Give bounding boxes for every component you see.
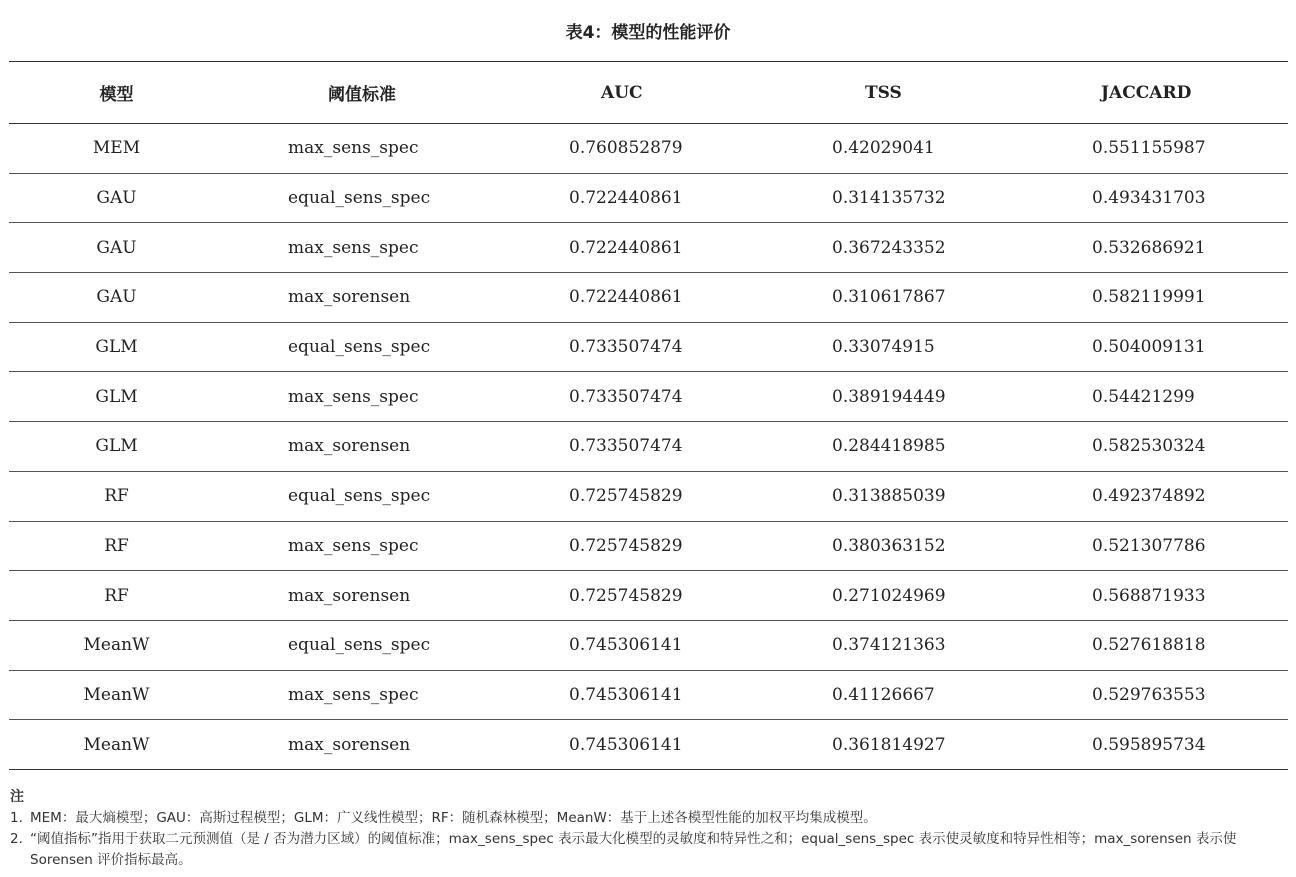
cell-tss: 0.41126667: [749, 670, 1004, 720]
table-row: [9, 670, 1288, 720]
cell-threshold: max_sorensen: [224, 720, 489, 770]
cell-auc: 0.733507474: [489, 422, 749, 472]
cell-jaccard: 0.504009131: [1004, 322, 1288, 372]
cell-tss: 0.374121363: [749, 620, 1004, 670]
cell-model: MeanW: [9, 620, 224, 670]
cell-jaccard: 0.493431703: [1004, 173, 1288, 223]
table-caption: 表4：模型的性能评价: [565, 23, 731, 43]
table-row: [9, 422, 1288, 472]
cell-tss: 0.33074915: [749, 322, 1004, 372]
cell-threshold: max_sens_spec: [224, 124, 489, 174]
cell-model: MEM: [9, 124, 224, 174]
cell-threshold: max_sens_spec: [224, 521, 489, 571]
cell-model: RF: [9, 521, 224, 571]
model-performance-table: [9, 61, 1288, 770]
cell-model: MeanW: [9, 670, 224, 720]
cell-auc: 0.725745829: [489, 521, 749, 571]
cell-threshold: max_sorensen: [224, 571, 489, 621]
cell-threshold: max_sens_spec: [224, 670, 489, 720]
cell-jaccard: 0.582119991: [1004, 273, 1288, 323]
cell-auc: 0.745306141: [489, 720, 749, 770]
table-row: [9, 273, 1288, 323]
table-row: [9, 471, 1288, 521]
cell-jaccard: 0.532686921: [1004, 223, 1288, 273]
table-row: [9, 720, 1288, 770]
cell-model: GAU: [9, 273, 224, 323]
cell-tss: 0.271024969: [749, 571, 1004, 621]
cell-tss: 0.310617867: [749, 273, 1004, 323]
note-item: [10, 808, 1290, 829]
table-row: [9, 173, 1288, 223]
cell-model: GAU: [9, 173, 224, 223]
note-text: “阈值指标”指用于获取二元预测值（是 / 否为潜力区域）的阈值标准；max_sens_spec 表示最大化模型的灵敏度和特异性之和；equal_sens_spec 表示使灵敏度和特异性相等；max_sorensen 表示使 Sorensen 评价指标最高。: [30, 831, 1237, 868]
cell-threshold: equal_sens_spec: [224, 173, 489, 223]
cell-threshold: equal_sens_spec: [224, 322, 489, 372]
table-row: [9, 620, 1288, 670]
cell-threshold: max_sens_spec: [224, 372, 489, 422]
note-number: 1.: [10, 810, 23, 826]
cell-jaccard: 0.582530324: [1004, 422, 1288, 472]
table-row: [9, 571, 1288, 621]
cell-tss: 0.367243352: [749, 223, 1004, 273]
column-header-model: 模型: [9, 62, 224, 124]
column-header-tss: TSS: [749, 62, 1004, 124]
cell-model: GLM: [9, 422, 224, 472]
cell-auc: 0.725745829: [489, 471, 749, 521]
note-number: 2.: [10, 831, 23, 847]
table-notes: [10, 786, 1290, 871]
cell-model: RF: [9, 471, 224, 521]
cell-tss: 0.42029041: [749, 124, 1004, 174]
table-row: [9, 124, 1288, 174]
cell-jaccard: 0.521307786: [1004, 521, 1288, 571]
table-row: [9, 223, 1288, 273]
cell-auc: 0.733507474: [489, 372, 749, 422]
cell-threshold: max_sens_spec: [224, 223, 489, 273]
cell-auc: 0.745306141: [489, 670, 749, 720]
cell-auc: 0.733507474: [489, 322, 749, 372]
cell-threshold: equal_sens_spec: [224, 471, 489, 521]
cell-auc: 0.760852879: [489, 124, 749, 174]
cell-jaccard: 0.492374892: [1004, 471, 1288, 521]
table-row: [9, 372, 1288, 422]
table-row: [9, 521, 1288, 571]
note-item: [10, 829, 1290, 871]
cell-model: GAU: [9, 223, 224, 273]
cell-auc: 0.722440861: [489, 223, 749, 273]
column-header-auc: AUC: [489, 62, 749, 124]
cell-model: GLM: [9, 372, 224, 422]
table-body: [9, 124, 1288, 770]
cell-jaccard: 0.551155987: [1004, 124, 1288, 174]
cell-auc: 0.722440861: [489, 273, 749, 323]
cell-tss: 0.361814927: [749, 720, 1004, 770]
table-header: [9, 62, 1288, 124]
cell-model: MeanW: [9, 720, 224, 770]
notes-title: 注: [10, 789, 24, 805]
cell-jaccard: 0.527618818: [1004, 620, 1288, 670]
cell-auc: 0.725745829: [489, 571, 749, 621]
cell-jaccard: 0.595895734: [1004, 720, 1288, 770]
cell-auc: 0.745306141: [489, 620, 749, 670]
cell-tss: 0.314135732: [749, 173, 1004, 223]
header-row: [9, 62, 1288, 124]
cell-tss: 0.380363152: [749, 521, 1004, 571]
note-text: MEM：最大熵模型；GAU：高斯过程模型；GLM：广义线性模型；RF：随机森林模型；MeanW：基于上述各模型性能的加权平均集成模型。: [30, 810, 877, 826]
column-header-threshold: 阈值标准: [224, 62, 489, 124]
cell-auc: 0.722440861: [489, 173, 749, 223]
cell-threshold: max_sorensen: [224, 273, 489, 323]
cell-threshold: max_sorensen: [224, 422, 489, 472]
table-row: [9, 322, 1288, 372]
cell-model: GLM: [9, 322, 224, 372]
cell-threshold: equal_sens_spec: [224, 620, 489, 670]
cell-tss: 0.284418985: [749, 422, 1004, 472]
cell-jaccard: 0.529763553: [1004, 670, 1288, 720]
cell-jaccard: 0.54421299: [1004, 372, 1288, 422]
column-header-jaccard: JACCARD: [1004, 62, 1288, 124]
cell-tss: 0.313885039: [749, 471, 1004, 521]
cell-jaccard: 0.568871933: [1004, 571, 1288, 621]
cell-model: RF: [9, 571, 224, 621]
cell-tss: 0.389194449: [749, 372, 1004, 422]
